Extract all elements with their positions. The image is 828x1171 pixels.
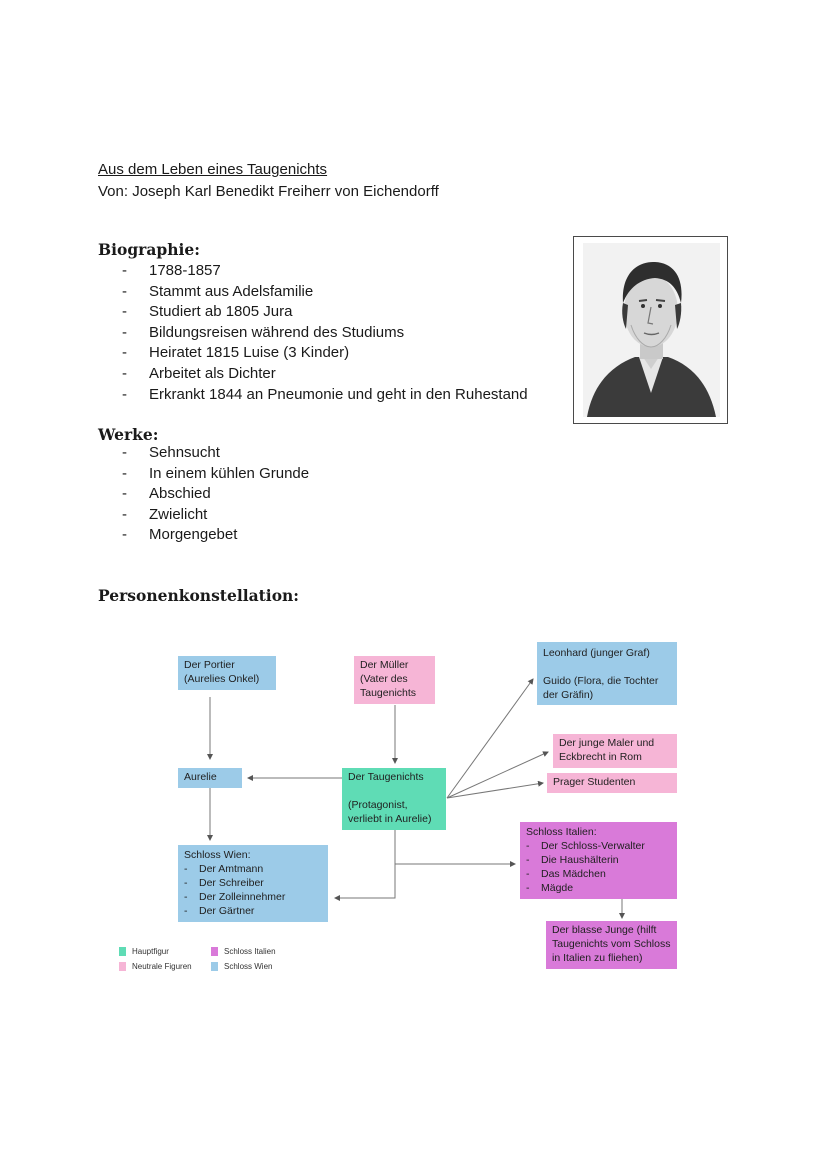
biography-heading: Biographie: (98, 240, 200, 259)
list-item: - Der Zolleinnehmer (184, 891, 286, 903)
legend-swatch-green (119, 947, 126, 956)
arrow-taugenichts-prager (447, 783, 543, 798)
list-item: - Abschied (122, 485, 211, 503)
box-aurelie: Aurelie (178, 768, 242, 788)
list-item: - Der Schreiber (184, 877, 264, 889)
list-item: - Der Gärtner (184, 905, 255, 917)
box-maler: Der junge Maler und Eckbrecht in Rom (553, 734, 677, 768)
list-item: - Das Mädchen (526, 868, 606, 880)
list-item: - In einem kühlen Grunde (122, 464, 310, 482)
legend-swatch-blue (211, 962, 218, 971)
box-blasse-junge: Der blasse Junge (hilft Taugenichts vom Schloss in Italien zu fliehen) (546, 921, 677, 969)
document-author: Von: Joseph Karl Benedikt Freiherr von Eichendorff (98, 183, 439, 200)
box-leonhard: Leonhard (junger Graf) Guido (Flora, die Tochter der Gräfin) (537, 642, 677, 705)
list-item: - Studiert ab 1805 Jura (122, 303, 293, 321)
list-item: - Arbeitet als Dichter (122, 364, 276, 382)
box-prager: Prager Studenten (547, 773, 677, 793)
list-item: - 1788-1857 (122, 262, 221, 279)
box-mueller: Der Müller (Vater des Taugenichts (354, 656, 435, 704)
list-item: - Der Schloss-Verwalter (526, 840, 645, 852)
list-item: - Die Haushälterin (526, 854, 619, 866)
legend-italien: Schloss Italien (211, 947, 276, 957)
box-schloss-italien: Schloss Italien: - Der Schloss-Verwalter - Die Haushälterin - Das Mädchen - Mägde (520, 822, 677, 899)
list-item: - Morgengebet (122, 526, 238, 544)
list-item: - Bildungsreisen während des Studiums (122, 323, 405, 341)
list-item: - Zwielicht (122, 505, 208, 523)
arrow-taugenichts-maler (447, 752, 548, 798)
list-item: - Heiratet 1815 Luise (3 Kinder) (122, 344, 350, 362)
legend-neutral: Neutrale Figuren (119, 962, 192, 972)
box-portier: Der Portier (Aurelies Onkel) (178, 656, 276, 690)
legend-swatch-violet (211, 947, 218, 956)
legend-wien: Schloss Wien (211, 962, 272, 972)
arrow-taugenichts-wien (335, 864, 395, 898)
box-taugenichts: Der Taugenichts (Protagonist, verliebt in Aurelie) (342, 768, 446, 830)
works-heading: Werke: (98, 425, 159, 444)
legend-swatch-pink (119, 962, 126, 971)
list-item: - Mägde (526, 882, 574, 894)
list-item: - Erkrankt 1844 an Pneumonie und geht in den Ruhestand (122, 385, 528, 403)
list-item: - Sehnsucht (122, 444, 220, 461)
legend-hauptfigur: Hauptfigur (119, 947, 169, 957)
constellation-heading: Personenkonstellation: (98, 586, 300, 605)
arrow-taugenichts-leonhard (447, 679, 533, 798)
list-item: - Stammt aus Adelsfamilie (122, 282, 314, 300)
list-item: - Der Amtmann (184, 863, 264, 875)
document-title: Aus dem Leben eines Taugenichts (98, 161, 328, 178)
box-schloss-wien: Schloss Wien: - Der Amtmann - Der Schreiber - Der Zolleinnehmer - Der Gärtner (178, 845, 328, 922)
